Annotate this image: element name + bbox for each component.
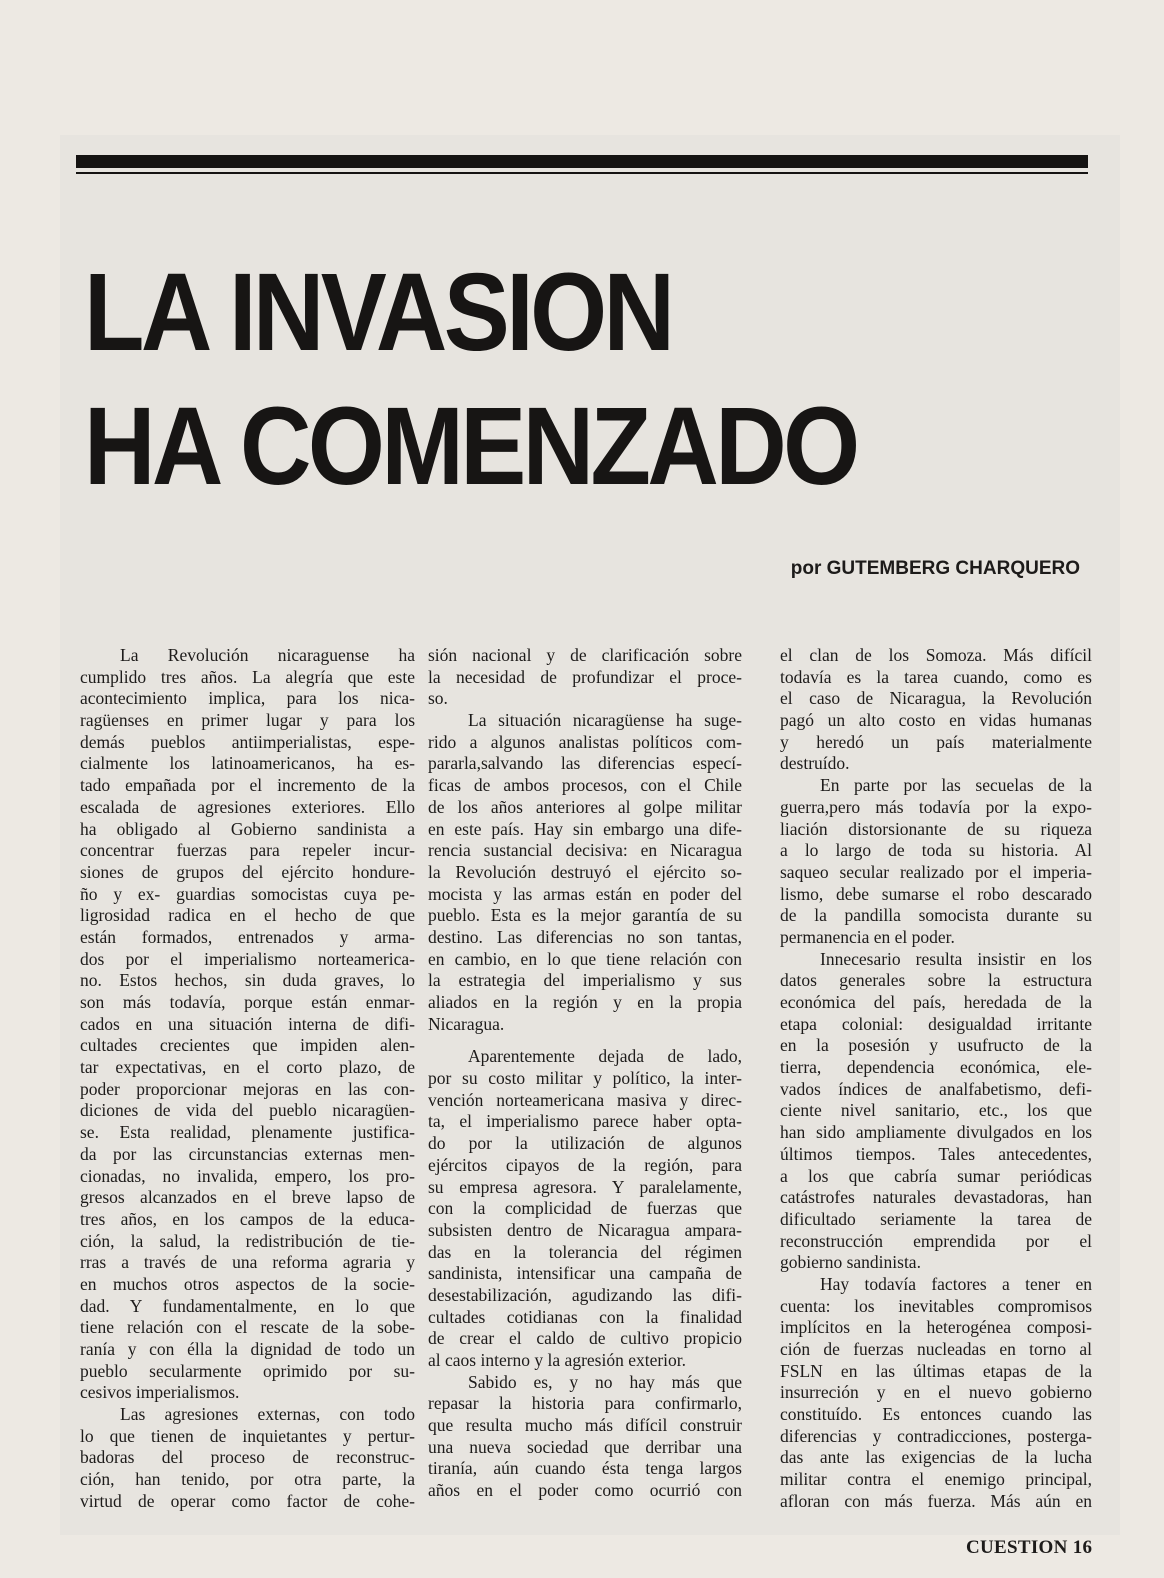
text-line: cesivos imperialismos. [80,1382,240,1403]
text-line: tiene relación con el rescate de la sobe- [80,1317,415,1338]
text-line: ciente nivel sanitario, etc., los que [780,1100,1092,1121]
text-line: escalada de agresiones exteriores. Ello [80,796,415,817]
text-line: tierra, dependencia económica, ele- [780,1057,1092,1078]
text-line: son más todavía, porque están enmar- [80,992,415,1012]
text-line: con la complicidad de fuerzas que [428,1198,742,1219]
text-line: aliados en la región y en la propia [428,992,742,1012]
text-column-1 [80,645,415,1513]
text-column-2 [428,645,742,1502]
text-line: el caso de Nicaragua, la Revolución [780,688,1092,709]
text-line: su empresa agresora. Y paralelamente, [428,1176,742,1197]
text-line: liación distorsionante de su riqueza [780,818,1092,839]
text-line: demás pueblos antiimperialistas, espe- [80,731,415,752]
text-line: reconstrucción emprendida por el [780,1230,1092,1251]
text-line: que resulta mucho más difícil construir [428,1415,742,1436]
text-line: ño y ex- guardias somocistas cuya pe- [80,883,415,904]
text-line: pararla,salvando las diferencias especí- [428,753,742,774]
text-line: siones de grupos del ejército hondure- [80,861,415,882]
text-line: de crear el caldo de cultivo propicio [428,1328,742,1349]
text-line: rras a través de una reforma agraria y [80,1252,415,1273]
text-line: desestabilización, agudizando las difi- [428,1284,742,1305]
text-line: pueblo. Esta es la mejor garantía de su [428,905,742,926]
text-column-3 [780,645,1092,1513]
text-line: económica del país, heredada de la [780,992,1092,1012]
text-line: gobierno sandinista. [780,1252,921,1273]
text-line: badoras del proceso de reconstruc- [80,1447,415,1468]
text-line: ficas de ambos procesos, con el Chile [428,775,742,796]
text-line: la necesidad de profundizar el proce- [428,666,742,687]
text-line: da por las circunstancias externas men- [80,1143,415,1164]
text-line: a los que cabría sumar periódicas [780,1165,1092,1186]
text-line: rido a algunos analistas políticos com- [428,731,742,752]
text-line: subsisten dentro de Nicaragua ampara- [428,1219,742,1240]
text-line: destruído. [780,753,850,774]
headline-line-2: HA COMENZADO [84,385,857,508]
text-line: La situación nicaragüense ha suge- [468,710,742,731]
text-line: FSLN en las últimas etapas de la [780,1360,1092,1381]
text-line: el clan de los Somoza. Más difícil [780,645,1092,665]
text-line: gresos alcanzados en el breve lapso de [80,1187,415,1208]
text-line: dos por el imperialismo norteamerica- [80,948,415,969]
text-line: dificultado seriamente la tarea de [780,1208,1092,1229]
paragraph-gap [428,1035,742,1046]
page-number: 16 [1072,1537,1093,1558]
text-line: vados índices de analfabetismo, defi- [780,1078,1092,1099]
text-line: pagó un alto costo en vidas humanas [780,710,1092,731]
text-line: saqueo secular realizado por el imperia- [780,861,1092,882]
text-line: das en la tolerancia del régimen [428,1241,742,1262]
text-line: y heredó un país materialmente [780,731,1092,752]
text-line: a lo largo de toda su historia. Al [780,840,1092,861]
text-line: están formados, entrenados y arma- [80,926,415,947]
text-line: ta, el imperialismo parece haber opta- [428,1111,742,1132]
text-line: guerra,pero más todavía por la expo- [780,796,1092,817]
text-line: años en el poder como ocurrió con [428,1480,742,1501]
text-line: En parte por las secuelas de la [820,775,1092,796]
text-line: mocista y las armas están en poder del [428,883,742,904]
text-line: ragüenses en primer lugar y para los [80,710,415,731]
text-line: Nicaragua. [428,1013,505,1034]
text-line: cultades cotidianas con la finalidad [428,1306,742,1327]
text-line: han sido ampliamente divulgados en los [780,1122,1092,1143]
text-line: en la posesión y usufructo de la [780,1035,1092,1056]
text-line: en este país. Hay sin embargo una dife- [428,818,742,839]
paragraph [428,645,742,710]
headline-line-1: LA INVASION [84,251,672,374]
text-line: por su costo militar y político, la inter- [428,1068,742,1089]
magazine-name: CUESTION [966,1537,1068,1558]
text-line: afloran con más fuerza. Más aún en [780,1490,1092,1511]
text-line: datos generales sobre la estructura [780,970,1092,991]
text-line: sión nacional y de clarificación sobre [428,645,742,665]
text-line: al caos interno y la agresión exterior. [428,1350,687,1370]
text-line: diferencias y contradicciones, posterga- [780,1425,1092,1446]
text-line: ción de fuerzas nucleadas en torno al [780,1339,1092,1359]
byline: por GUTEMBERG CHARQUERO [790,558,1080,579]
text-line: Innecesario resulta insistir en los [820,948,1092,969]
text-line: cumplido tres años. La alegría que este [80,666,415,687]
text-line: destino. Las diferencias no son tantas, [428,926,742,947]
paragraph [780,775,1092,949]
text-line: de la pandilla somocista durante su [780,905,1092,926]
text-line: permanencia en el poder. [780,926,955,947]
page-footer [966,1537,1092,1559]
text-line: acontecimiento implica, para los nica- [80,688,415,709]
text-line: se. Esta realidad, plenamente justifica- [80,1122,415,1143]
text-line: ha obligado al Gobierno sandinista a [80,818,415,839]
text-line: so. [428,688,448,709]
text-line: La Revolución nicaraguense ha [120,645,415,665]
text-line: Las agresiones externas, con todo [120,1404,415,1425]
text-line: insurreción y en el nuevo gobierno [780,1382,1092,1403]
text-line: tiranía, aún cuando ésta tenga largos [428,1458,742,1479]
text-line: lismo, debe sumarse el robo descarado [780,883,1092,904]
paragraph [780,645,1092,775]
text-line: Sabido es, y no hay más que [468,1371,742,1392]
paragraph [428,1046,742,1371]
text-line: catástrofes naturales devastadoras, han [780,1187,1092,1208]
text-line: todavía es la tarea cuando, como es [780,666,1092,687]
text-line: concentrar fuerzas para repeler incur- [80,840,415,861]
text-line: vención norteamericana masiva y direc- [428,1089,742,1110]
text-line: implícitos en la heterogénea composi- [780,1317,1092,1338]
paragraph [428,710,742,1035]
text-line: poder proporcionar mejoras en las con- [80,1078,415,1099]
paragraph [80,1404,415,1512]
text-line: militar contra el enemigo principal, [780,1469,1092,1490]
text-line: cultades crecientes que impiden alen- [80,1035,415,1056]
text-line: diciones de vida del pueblo nicaragüen- [80,1100,415,1121]
text-line: en cambio, en lo que tiene relación con [428,948,742,969]
text-line: Hay todavía factores a tener en [820,1273,1092,1294]
text-line: dad. Y fundamentalmente, en lo que [80,1295,415,1316]
title-rule-thick [76,155,1088,168]
text-line: virtud de operar como factor de cohe- [80,1490,415,1511]
text-line: tado empañada por el incremento de la [80,775,415,796]
paragraph [780,1274,1092,1513]
text-line: das ante las exigencias de la lucha [780,1447,1092,1468]
text-line: do por la utilización de algunos [428,1133,742,1154]
text-line: la estrategia del imperialismo y sus [428,970,742,991]
text-line: constituído. Es entonces cuando las [780,1404,1092,1425]
text-line: sandinista, intensificar una campaña de [428,1263,742,1284]
title-rule-thin [76,172,1088,174]
text-line: Aparentemente dejada de lado, [468,1046,742,1067]
text-line: no. Estos hechos, sin duda graves, lo [80,970,415,991]
text-line: una nueva sociedad que derribar una [428,1436,742,1457]
text-line: ejércitos cipayos de la región, para [428,1154,742,1175]
paragraph [780,949,1092,1274]
text-line: ligrosidad radica en el hecho de que [80,905,415,926]
text-line: rencia sustancial decisiva: en Nicaragua [428,840,742,861]
text-line: cionadas, no invalida, empero, los pro- [80,1165,415,1186]
text-line: cuenta: los inevitables compromisos [780,1295,1092,1316]
text-line: en muchos otros aspectos de la socie- [80,1273,415,1294]
paragraph [428,1372,742,1502]
text-line: la Revolución destruyó el ejército so- [428,861,742,882]
text-line: tar expectativas, en el corto plazo, de [80,1057,415,1078]
text-line: últimos tiempos. Tales antecedentes, [780,1143,1092,1164]
text-line: cialmente los latinoamericanos, ha es- [80,753,415,774]
text-line: cados en una situación interna de difi- [80,1013,415,1034]
text-line: ción, han tenido, por otra parte, la [80,1469,415,1490]
text-line: etapa colonial: desigualdad irritante [780,1013,1092,1034]
text-line: repasar la historia para confirmarlo, [428,1393,742,1414]
text-line: ranía y con élla la dignidad de todo un [80,1339,415,1359]
text-line: de los años anteriores al golpe militar [428,796,742,817]
text-line: pueblo secularmente oprimido por su- [80,1360,415,1381]
text-line: ción, la salud, la redistribución de tie- [80,1230,415,1251]
paragraph [80,645,415,1404]
text-line: tres años, en los campos de la educa- [80,1208,415,1229]
text-line: lo que tienen de inquietantes y pertur- [80,1425,415,1446]
